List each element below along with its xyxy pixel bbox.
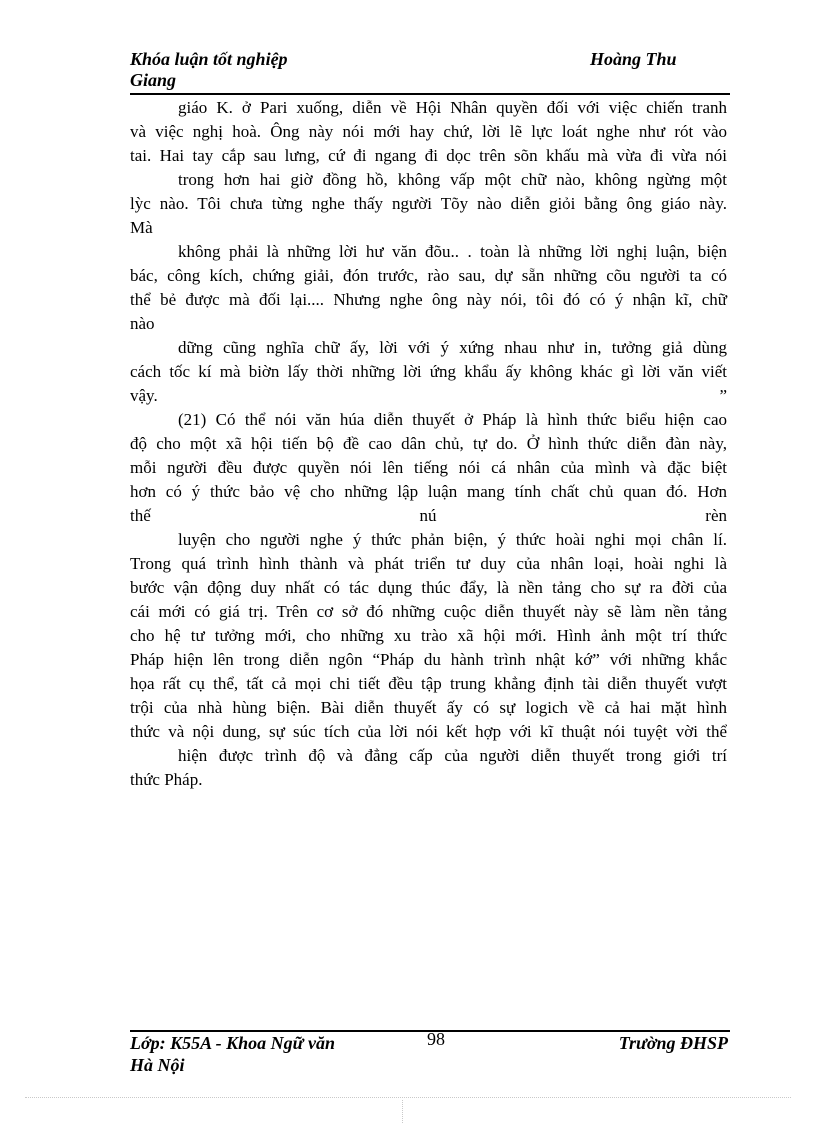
footer-city: Hà Nội: [130, 1055, 185, 1075]
paragraph-word: rèn: [705, 506, 727, 525]
paragraph-line: giáo K. ở Pari xuống, diễn về Hội Nhân quyền đối với việc chiến tranh: [178, 98, 727, 117]
paragraph-line: bước vận động duy nhất có tác dụng thúc đẩy, là nền tảng cho sự ra đời của: [130, 578, 727, 597]
header-author-name: Hoàng Thu: [590, 49, 677, 69]
paragraph-line: tai. Hai tay cắp sau lưng, cứ đi ngang đi dọc trên sõn khấu mà vừa đi vừa nói: [130, 146, 727, 165]
page-footer: [130, 1029, 730, 1081]
paragraph-line: cách tốc kí mà biờn lấy thời những lời ứng khẩu ấy không khác gì lời văn viết: [130, 362, 727, 381]
paragraph-word: thế: [130, 506, 151, 525]
spread-line: [130, 504, 727, 528]
paragraph-line: thức và nội dung, sự súc tích của lời nói kết hợp với kĩ thuật nói tuyệt vời thể: [130, 722, 727, 741]
closing-quote-mark: ”: [719, 386, 727, 405]
quote-end-line: [130, 384, 727, 408]
page-number: 98: [427, 1029, 445, 1049]
paragraph-line: trong hơn hai giờ đồng hồ, không vấp một chữ nào, không ngừng một: [178, 170, 727, 189]
paragraph-line: Mà: [130, 218, 153, 237]
paragraph-word: nú: [419, 506, 437, 525]
paragraph-line: hơn có ý thức bảo vệ cho những lập luận mang tính chất chủ quan đó. Hơn: [130, 482, 727, 501]
paragraph-line: dững cũng nghĩa chữ ấy, lời với ý xứng nhau như in, tưởng giả dùng: [178, 338, 727, 357]
header-thesis-title: Khóa luận tốt nghiệp: [130, 49, 288, 69]
paragraph-line: vậy.: [130, 386, 158, 405]
page-edge-dotted-marker: [402, 1100, 403, 1123]
document-body: [130, 96, 727, 792]
paragraph-line: thức Pháp.: [130, 770, 203, 789]
paragraph-line: và việc nghị hoà. Ông này nói mới hay chứ, lời lẽ lực loát nghe như rót vào: [130, 122, 727, 141]
header-author-surname: Giang: [130, 70, 177, 90]
page-header: [130, 49, 730, 93]
paragraph-line: không phải là những lời hư văn đõu.. . toàn là những lời nghị luận, biện: [178, 242, 727, 261]
paragraph-line: Trong quá trình hình thành và phát triển tư duy của nhân loại, hoài nghi là: [130, 554, 727, 573]
footer-class-info: Lớp: K55A - Khoa Ngữ văn: [130, 1033, 335, 1053]
paragraph-line: hiện được trình độ và đẳng cấp của người diễn thuyết trong giới trí: [178, 746, 727, 765]
paragraph-line: lỳc nào. Tôi chưa từng nghe thấy người Tõy nào diễn giỏi bằng ông giáo này.: [130, 194, 727, 213]
paragraph-line: trội của nhà hùng biện. Bài diễn thuyết ấy có sự logich về cả hai mặt hình: [130, 698, 727, 717]
paragraph-line: (21) Có thể nói văn húa diễn thuyết ở Pháp là hình thức biểu hiện cao: [178, 410, 727, 429]
paragraph-line: cho hệ tư tưởng mới, cho những xu trào xã hội mới. Hình ảnh một trí thức: [130, 626, 727, 645]
paragraph-line: mỗi người đều được quyền nói lên tiếng nói cá nhân của mình và đặc biệt: [130, 458, 727, 477]
page-edge-dotted-line: [25, 1097, 791, 1098]
footer-university: Trường ĐHSP: [618, 1033, 728, 1053]
paragraph-line: nào: [130, 314, 155, 333]
paragraph-line: Pháp hiện lên trong diễn ngôn “Pháp du hành trình nhật kớ” với những khắc: [130, 650, 727, 669]
paragraph-line: luyện cho người nghe ý thức phản biện, ý thức hoài nghi mọi chân lí.: [178, 530, 727, 549]
paragraph-line: thể bẻ được mà đối lại.... Nhưng nghe ông này nói, tôi đó có ý nhận kĩ, chữ: [130, 290, 727, 309]
paragraph-line: độ cho một xã hội tiến bộ đề cao dân chủ, tự do. Ở hình thức diễn đàn này,: [130, 434, 727, 453]
paragraph-line: cái mới có giá trị. Trên cơ sở đó những cuộc diễn thuyết này sẽ làm nền tảng: [130, 602, 727, 621]
header-divider: [130, 93, 730, 95]
paragraph-line: bác, công kích, chứng giải, đón trước, rào sau, dự sẵn những cõu người ta có: [130, 266, 727, 285]
paragraph-line: họa rất cụ thể, tất cả mọi chi tiết đều tập trung khẳng định tài diễn thuyết vượt: [130, 674, 727, 693]
